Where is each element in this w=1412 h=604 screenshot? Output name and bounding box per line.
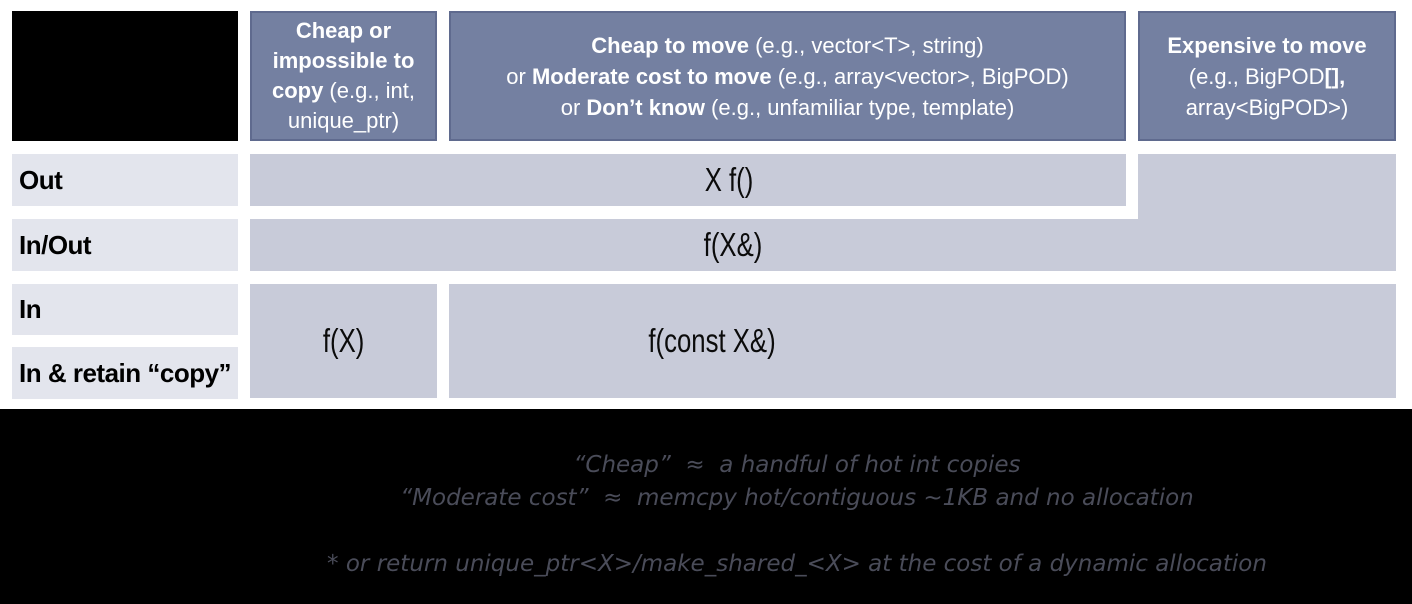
- header-line-3: [561, 92, 1015, 123]
- header-line-1: [591, 30, 983, 61]
- header-bold-segment: Cheap or impossible to copy: [271, 18, 415, 103]
- header-bold-segment: Expensive to move: [1167, 32, 1367, 58]
- cell-in-const-reference: [449, 284, 1396, 398]
- footer-spacer: [182, 515, 1412, 548]
- header-normal-segment: (e.g., int, unique_ptr): [287, 78, 416, 133]
- header-line-3: [1186, 92, 1349, 123]
- header-line-2: [1189, 61, 1345, 92]
- row-label-in-out: In/Out: [12, 219, 238, 271]
- header-bold-segment: Cheap to move: [591, 32, 749, 58]
- footer-note-moderate: “Moderate cost” ≈ memcpy hot/contiguous ~1KB and no allocation: [400, 485, 1194, 511]
- column-header-cheap-or-impossible-to-copy: [250, 11, 437, 141]
- cell-in-pass-by-value: [250, 284, 437, 398]
- header-normal-segment: array<BigPOD>): [1185, 94, 1349, 120]
- header-normal-segment: or: [560, 94, 587, 120]
- header-normal-segment: or: [506, 63, 532, 89]
- column-header-cheap-to-move: [449, 11, 1126, 141]
- corner-black-box: [12, 11, 238, 141]
- code-in-move-value: f(const X&): [648, 322, 776, 359]
- cell-out-return-by-value: [250, 154, 1126, 206]
- header-bold-segment: Moderate cost to move: [531, 63, 772, 89]
- header-text: [256, 16, 431, 136]
- cell-inout-reference: [250, 219, 1396, 271]
- footer-notes: [182, 449, 1412, 581]
- row-label-in-and-retain-copy: In & retain “copy”: [12, 347, 238, 399]
- header-normal-segment: (e.g., unfamiliar type, template): [704, 94, 1015, 120]
- header-normal-segment: (e.g., array<vector>, BigPOD): [771, 63, 1069, 89]
- code-in-cheap-value: f(X): [322, 322, 365, 359]
- row-label-out: Out: [12, 154, 238, 206]
- code-out-value: X f(): [704, 161, 754, 198]
- header-bold-segment: [],: [1324, 63, 1346, 89]
- header-normal-segment: (e.g., BigPOD: [1188, 63, 1325, 89]
- column-header-expensive-to-move: [1138, 11, 1396, 141]
- row-label-in: In: [12, 284, 238, 335]
- header-line-2: [506, 61, 1068, 92]
- header-bold-segment: Don’t know: [586, 94, 705, 120]
- code-inout-value: f(X&): [703, 226, 763, 263]
- header-normal-segment: (e.g., vector<T>, string): [748, 32, 984, 58]
- footer-note-unique-ptr: * or return unique_ptr<X>/make_shared_<X> at the cost of a dynamic allocation: [327, 551, 1267, 577]
- header-line-1: [1167, 30, 1366, 61]
- footer-notes-panel: [0, 409, 1412, 604]
- footer-note-cheap: “Cheap” ≈ a handful of hot int copies: [573, 452, 1021, 478]
